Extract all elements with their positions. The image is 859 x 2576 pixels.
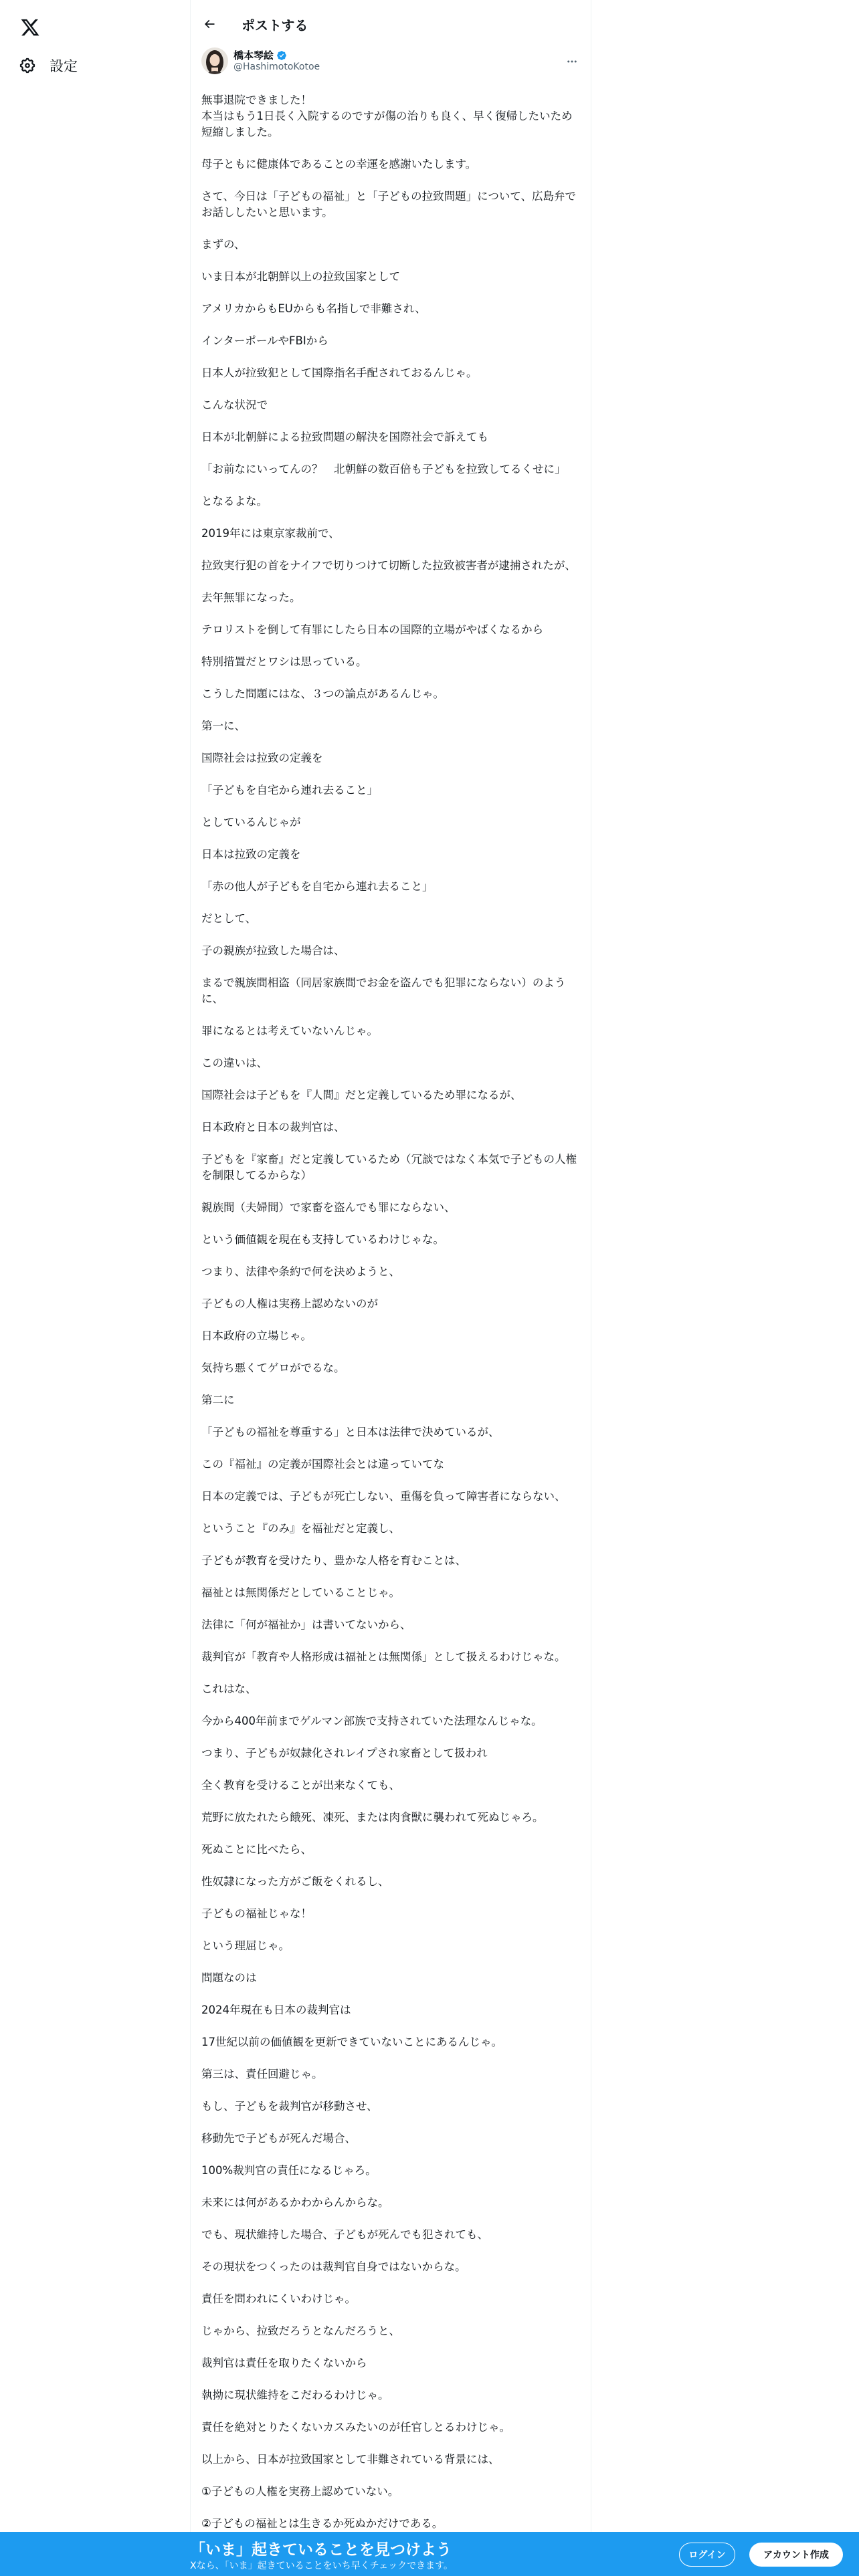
signup-banner [0, 2532, 859, 2576]
post-paragraph: 福祉とは無関係だとしていることじゃ。 [201, 1586, 400, 1599]
post-paragraph: この『福祉』の定義が国際社会とは違っていてな [201, 1458, 444, 1471]
post-paragraph: 子どもを『家畜』だと定義しているため（冗談ではなく本気で子どもの人権を制限してるからな） [201, 1153, 577, 1182]
post-paragraph: 第三は、責任回避じゃ。 [201, 2068, 323, 2080]
back-arrow-icon[interactable] [201, 16, 217, 32]
signup-banner-subtitle: Xなら、「いま」起きていることをいち早くチェックできます。 [190, 2561, 454, 2571]
post-paragraph: 法律に「何が福祉か」は書いてないから、 [201, 1618, 411, 1631]
avatar[interactable] [201, 47, 228, 74]
main-column [190, 0, 591, 2576]
post-paragraph: まずの、 [201, 238, 246, 251]
post-author [191, 45, 591, 76]
post-paragraph: じゃから、拉致だろうとなんだろうと、 [201, 2325, 400, 2337]
post-paragraph: 子どもが教育を受けたり、豊かな人格を育むことは、 [201, 1554, 466, 1567]
post-paragraph: 以上から、日本が拉致国家として非難されている背景には、 [201, 2453, 500, 2466]
post-paragraph: ②子どもの福祉とは生きるか死ぬかだけである。 [201, 2517, 444, 2530]
more-icon[interactable] [565, 55, 579, 68]
nav-settings-link[interactable] [19, 52, 78, 79]
post-paragraph: 執拗に現状維持をこだわるわけじゃ。 [201, 2389, 389, 2401]
post-paragraph: としているんじゃが [201, 816, 301, 829]
post-paragraph: 荒野に放たれたら餓死、凍死、または肉食獣に襲われて死ぬじゃろ。 [201, 1811, 544, 1824]
post-paragraph: 死ぬことに比べたら、 [201, 1843, 312, 1856]
post-paragraph: ということ『のみ』を福祉だと定義し、 [201, 1522, 400, 1535]
signup-button[interactable]: アカウント作成 [749, 2543, 843, 2567]
post-paragraph: つまり、子どもが奴隷化されレイプされ家畜として扱われ [201, 1747, 488, 1759]
post-paragraph: 日本の定義では、子どもが死亡しない、重傷を負って障害者にならない、 [201, 1490, 566, 1503]
author-handle[interactable]: @HashimotoKotoe [233, 61, 320, 72]
page-header [191, 0, 591, 48]
post-paragraph: 責任を問われにくいわけじゃ。 [201, 2292, 356, 2305]
post-paragraph: 裁判官は責任を取りたくないから [201, 2357, 367, 2369]
post-paragraph: 母子ともに健康体であることの幸運を感謝いたします。 [201, 158, 477, 171]
post-paragraph: 拉致実行犯の首をナイフで切りつけて切断した拉致被害者が逮捕されたが、 [201, 559, 576, 572]
login-button[interactable]: ログイン [679, 2543, 735, 2567]
post-paragraph: 子どもの福祉じゃな！ [201, 1907, 312, 1920]
post-paragraph: 子の親族が拉致した場合は、 [201, 944, 345, 957]
post-paragraph: 国際社会は子どもを『人間』だと定義しているため罪になるが、 [201, 1089, 522, 1101]
post-paragraph: いま日本が北朝鮮以上の拉致国家として [201, 270, 400, 283]
post-paragraph: 親族間（夫婦間）で家畜を盗んでも罪にならない、 [201, 1201, 456, 1214]
post-paragraph: 日本政府の立場じゃ。 [201, 1329, 312, 1342]
post-text [191, 76, 591, 2532]
post-paragraph: 気持ち悪くてゲロがでるな。 [201, 1362, 345, 1374]
post-paragraph: 2024年現在も日本の裁判官は [201, 2004, 351, 2016]
post-paragraph: この違いは、 [201, 1057, 268, 1069]
post-paragraph: 17世紀以前の価値観を更新できていないことにあるんじゃ。 [201, 2036, 502, 2048]
post-paragraph: 特別措置だとワシは思っている。 [201, 655, 367, 668]
post-paragraph: 100%裁判官の責任になるじゃろ。 [201, 2164, 377, 2177]
post-paragraph: 全く教育を受けることが出来なくても、 [201, 1779, 400, 1792]
post-paragraph: 責任を絶対とりたくないカスみたいのが任官しとるわけじゃ。 [201, 2421, 510, 2434]
post-paragraph: となるよな。 [201, 495, 268, 508]
post-paragraph: インターポールやFBIから [201, 334, 328, 347]
post-paragraph: 国際社会は拉致の定義を [201, 752, 323, 764]
post-paragraph: 2019年には東京家裁前で、 [201, 527, 340, 540]
post-paragraph: 第二に [201, 1394, 235, 1406]
post-paragraph: もし、子どもを裁判官が移動させ、 [201, 2100, 378, 2113]
page-title: ポストする [242, 17, 308, 33]
post-paragraph: その現状をつくったのは裁判官自身ではないからな。 [201, 2260, 466, 2273]
post-paragraph: という理屈じゃ。 [201, 1939, 290, 1952]
post-paragraph: こんな状況で [201, 399, 268, 411]
post-paragraph: 「赤の他人が子どもを自宅から連れ去ること」 [201, 880, 434, 893]
post-paragraph: 日本政府と日本の裁判官は、 [201, 1121, 345, 1134]
post-paragraph: 無事退院できました！ 本当はもう1日長く入院するのですが傷の治りも良く、早く復帰したいため短縮しました。 [201, 94, 573, 138]
gear-icon [19, 57, 36, 74]
post-paragraph: テロリストを倒して有罪にしたら日本の国際的立場がやばくなるから [201, 623, 544, 636]
post-paragraph: 性奴隷になった方がご飯をくれるし、 [201, 1875, 389, 1888]
post-paragraph: つまり、法律や条約で何を決めようと、 [201, 1265, 400, 1278]
post-paragraph: これはな、 [201, 1683, 257, 1695]
post-paragraph: でも、現状維持した場合、子どもが死んでも犯されても、 [201, 2228, 488, 2241]
nav-settings-label: 設定 [50, 58, 78, 74]
post-paragraph: という価値観を現在も支持しているわけじゃな。 [201, 1233, 444, 1246]
post-paragraph: 移動先で子どもが死んだ場合、 [201, 2132, 356, 2145]
post-paragraph: ①子どもの人権を実務上認めていない。 [201, 2485, 399, 2498]
post-paragraph: こうした問題にはな、３つの論点があるんじゃ。 [201, 687, 444, 700]
author-names [233, 49, 320, 73]
verified-badge-icon [276, 50, 287, 61]
post-paragraph: だとして、 [201, 912, 257, 925]
post-paragraph: 今から400年前までゲルマン部族で支持されていた法理なんじゃな。 [201, 1715, 543, 1727]
post-paragraph: 子どもの人権は実務上認めないのが [201, 1297, 378, 1310]
post-paragraph: アメリカからもEUからも名指しで非難され、 [201, 302, 426, 315]
post-paragraph: 未来には何があるかわからんからな。 [201, 2196, 389, 2209]
signup-banner-title: 「いま」起きていることを見つけよう [190, 2541, 452, 2559]
post-paragraph: 日本は拉致の定義を [201, 848, 301, 861]
post-paragraph: 第一に、 [201, 720, 246, 732]
author-name[interactable]: 橋本琴絵 [233, 49, 274, 62]
post-paragraph: 日本人が拉致犯として国際指名手配されておるんじゃ。 [201, 366, 478, 379]
post-paragraph: 去年無罪になった。 [201, 591, 301, 604]
post-paragraph: 問題なのは [201, 1971, 257, 1984]
post-paragraph: さて、今日は「子どもの福祉」と「子どもの拉致問題」について、広島弁でお話ししたいと思います。 [201, 190, 577, 219]
left-nav [0, 0, 190, 2576]
post-paragraph: 裁判官が「教育や人格形成は福祉とは無関係」として扱えるわけじゃな。 [201, 1650, 566, 1663]
post-paragraph: 「子どもの福祉を尊重する」と日本は法律で決めているが、 [201, 1426, 500, 1438]
post-paragraph: 「子どもを自宅から連れ去ること」 [201, 784, 378, 796]
x-logo-icon[interactable] [19, 16, 41, 39]
post-paragraph: 罪になるとは考えていないんじゃ。 [201, 1025, 378, 1037]
post-paragraph: まるで親族間相盗（同居家族間でお金を盗んでも犯罪にならない）のように、 [201, 976, 566, 1005]
post-paragraph: 「お前なにいってんの？ 北朝鮮の数百倍も子どもを拉致してるくせに」 [201, 463, 566, 475]
post-paragraph: 日本が北朝鮮による拉致問題の解決を国際社会で訴えても [201, 431, 488, 443]
